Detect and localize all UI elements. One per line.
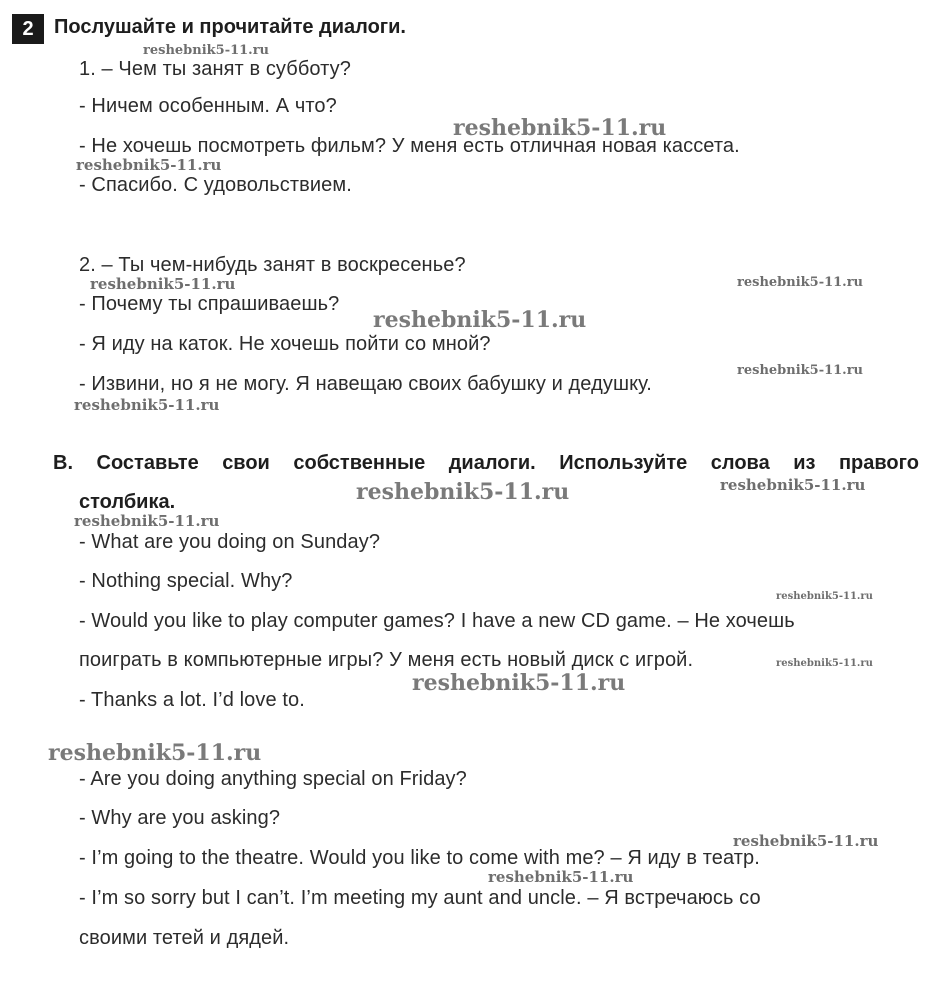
dialogue2-line: - Я иду на каток. Не хочешь пойти со мной?	[79, 333, 491, 355]
section-b-title-word: свои	[222, 452, 270, 474]
section-b-title-word: диалоги.	[448, 452, 536, 474]
dialogue4-line: своими тетей и дядей.	[79, 927, 290, 949]
dialogue2-line: 2. – Ты чем-нибудь занят в воскресенье?	[79, 254, 466, 276]
section-b-title-word: собственные	[293, 452, 426, 474]
watermark: reshebnik5-11.ru	[488, 868, 634, 886]
dialogue3-line: - Thanks a lot. I’d love to.	[79, 689, 305, 711]
dialogue4-line: - Why are you asking?	[79, 807, 281, 829]
watermark: reshebnik5-11.ru	[356, 479, 570, 505]
section-b-title-word: Составьте	[96, 452, 199, 474]
dialogue4-line: - I’m so sorry but I can’t. I’m meeting my aunt and uncle. – Я встречаюсь со	[79, 887, 761, 909]
dialogue1-line: - Спасибо. С удовольствием.	[79, 174, 352, 196]
section-b-title-line2: столбика.	[79, 491, 176, 513]
section-b-title	[53, 452, 919, 475]
dialogue3-line: - Nothing special. Why?	[79, 570, 293, 592]
watermark: reshebnik5-11.ru	[48, 740, 262, 766]
watermark: reshebnik5-11.ru	[74, 512, 220, 530]
watermark: reshebnik5-11.ru	[90, 275, 236, 293]
dialogue2-line: - Почему ты спрашиваешь?	[79, 293, 340, 315]
watermark: reshebnik5-11.ru	[412, 670, 626, 696]
watermark: reshebnik5-11.ru	[737, 275, 864, 290]
section-a-title: Послушайте и прочитайте диалоги.	[54, 16, 406, 38]
dialogue1-line: 1. – Чем ты занят в субботу?	[79, 58, 351, 80]
watermark: reshebnik5-11.ru	[733, 832, 879, 850]
section-b-title-word: Используйте	[559, 452, 688, 474]
watermark: reshebnik5-11.ru	[720, 476, 866, 494]
dialogue1-line: - Не хочешь посмотреть фильм? У меня есть отличная новая кассета.	[79, 135, 740, 157]
dialogue1-line: - Ничем особенным. А что?	[79, 95, 337, 117]
section-b-title-word: правого	[838, 452, 919, 474]
dialogue2-line: - Извини, но я не могу. Я навещаю своих бабушку и дедушку.	[79, 373, 652, 395]
watermark: reshebnik5-11.ru	[74, 396, 220, 414]
dialogue4-line: - I’m going to the theatre. Would you like to come with me? – Я иду в театр.	[79, 847, 760, 869]
watermark: reshebnik5-11.ru	[776, 658, 873, 669]
watermark: reshebnik5-11.ru	[776, 591, 873, 602]
dialogue3-line: поиграть в компьютерные игры? У меня есть новый диск с игрой.	[79, 649, 694, 671]
watermark: reshebnik5-11.ru	[143, 43, 270, 58]
section-b-title-word: из	[793, 452, 816, 474]
watermark: reshebnik5-11.ru	[737, 363, 864, 378]
section-b-title-word: слова	[710, 452, 770, 474]
exercise-number-badge: 2	[12, 14, 44, 44]
section-b-title-word: В.	[53, 452, 73, 474]
watermark: reshebnik5-11.ru	[373, 307, 587, 333]
watermark: reshebnik5-11.ru	[76, 156, 222, 174]
dialogue3-line: - Would you like to play computer games? I have a new CD game. – Не хочешь	[79, 610, 795, 632]
dialogue3-line: - What are you doing on Sunday?	[79, 531, 381, 553]
dialogue4-line: - Are you doing anything special on Friday?	[79, 768, 467, 790]
watermark: reshebnik5-11.ru	[453, 115, 667, 141]
